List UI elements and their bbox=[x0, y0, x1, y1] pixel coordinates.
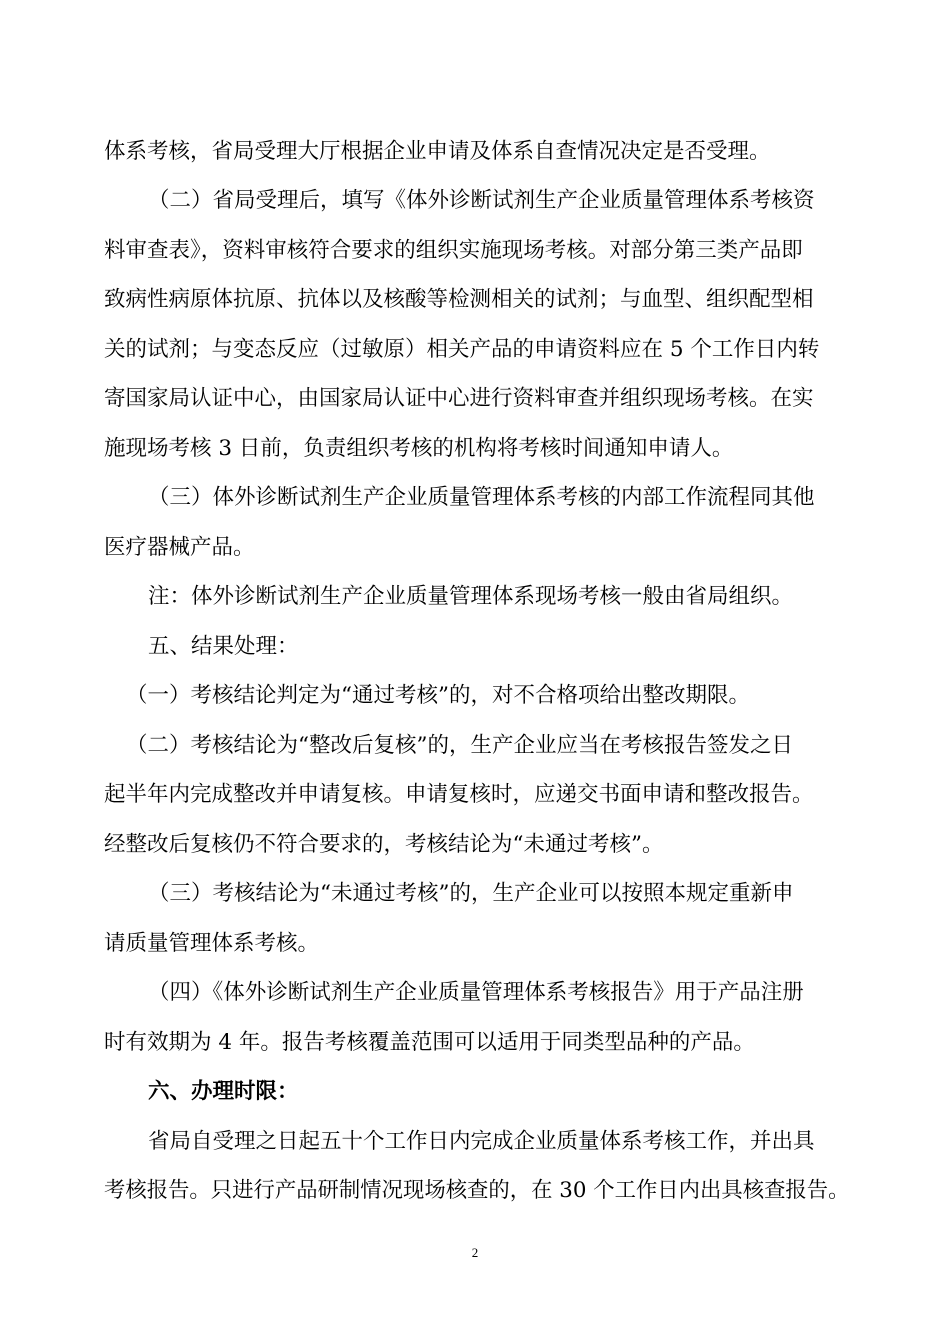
text-line: 致病性病原体抗原、抗体以及核酸等检测相关的试剂；与血型、组织配型相 bbox=[104, 287, 814, 312]
text-line: 医疗器械产品。 bbox=[104, 535, 255, 560]
text-line: 请质量管理体系考核。 bbox=[104, 931, 320, 956]
page-number: 2 bbox=[471, 1245, 479, 1260]
text-line: 体系考核，省局受理大厅根据企业申请及体系自查情况决定是否受理。 bbox=[104, 139, 771, 164]
text-line: （二）考核结论为“整改后复核”的，生产企业应当在考核报告签发之日 bbox=[126, 733, 793, 758]
text-line: （三）考核结论为“未通过考核”的，生产企业可以按照本规定重新申 bbox=[148, 881, 794, 906]
text-line: 时有效期为 4 年。报告考核覆盖范围可以适用于同类型品种的产品。 bbox=[104, 1030, 755, 1055]
text-line: 寄国家局认证中心，由国家局认证中心进行资料审查并组织现场考核。在实 bbox=[104, 386, 814, 411]
text-line: （一）考核结论判定为“通过考核”的，对不合格项给出整改期限。 bbox=[126, 683, 750, 708]
text-line: 关的试剂；与变态反应（过敏原）相关产品的申请资料应在 5 个工作日内转 bbox=[104, 337, 820, 362]
text-line: （四）《体外诊断试剂生产企业质量管理体系考核报告》用于产品注册 bbox=[148, 980, 804, 1005]
section-heading: 六、办理时限： bbox=[148, 1079, 299, 1104]
text-line: 料审查表》，资料审核符合要求的组织实施现场考核。对部分第三类产品即 bbox=[104, 238, 803, 263]
text-line: （三）体外诊断试剂生产企业质量管理体系考核的内部工作流程同其他 bbox=[148, 485, 815, 510]
text-line: （二）省局受理后，填写《体外诊断试剂生产企业质量管理体系考核资 bbox=[148, 188, 815, 213]
text-line: 注：体外诊断试剂生产企业质量管理体系现场考核一般由省局组织。 bbox=[148, 584, 794, 609]
text-line: 起半年内完成整改并申请复核。申请复核时，应递交书面申请和整改报告。 bbox=[104, 782, 814, 807]
text-line: 经整改后复核仍不符合要求的，考核结论为“未通过考核”。 bbox=[104, 832, 664, 857]
text-line: 省局自受理之日起五十个工作日内完成企业质量体系考核工作，并出具 bbox=[148, 1129, 815, 1154]
section-heading: 五、结果处理： bbox=[148, 634, 299, 659]
text-line: 考核报告。只进行产品研制情况现场核查的，在 30 个工作日内出具核查报告。 bbox=[104, 1178, 850, 1203]
text-line: 施现场考核 3 日前，负责组织考核的机构将考核时间通知申请人。 bbox=[104, 436, 734, 461]
